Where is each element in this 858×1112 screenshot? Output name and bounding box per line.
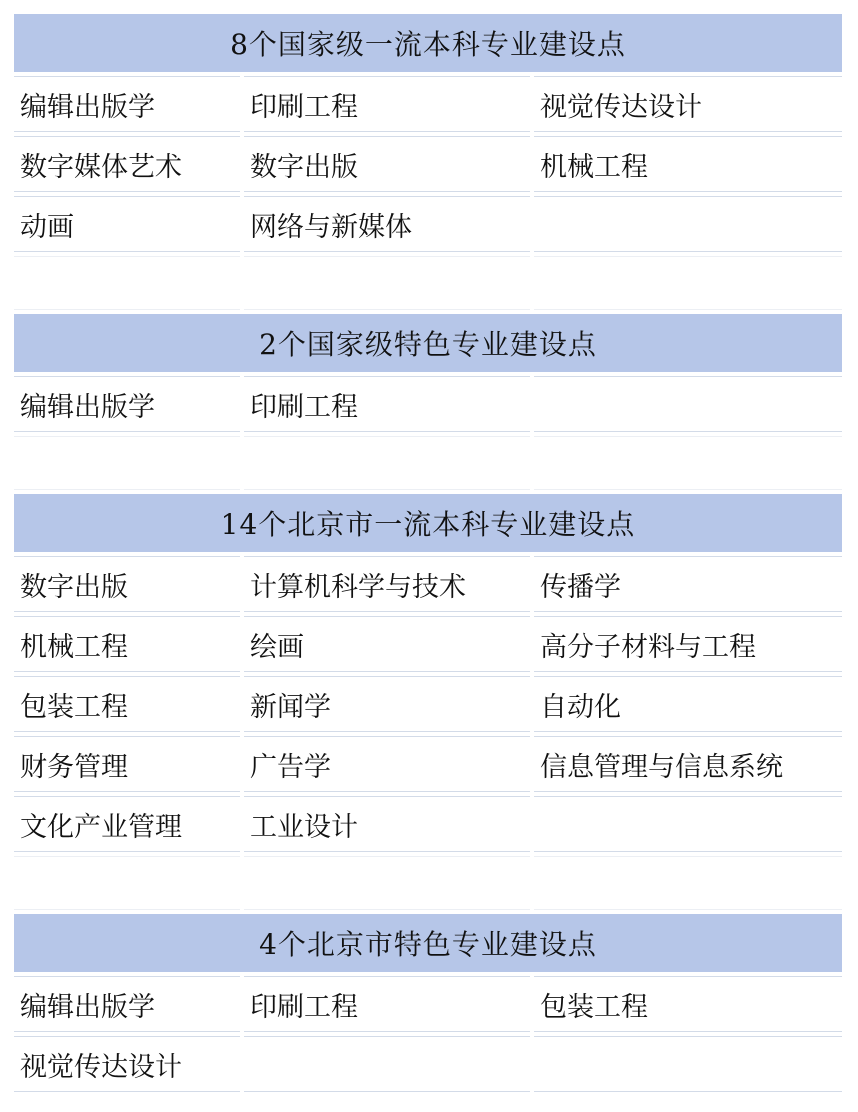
- table-row: [14, 736, 842, 792]
- table-cell: 动画: [14, 196, 240, 252]
- table-cell: 传播学: [534, 556, 842, 612]
- table-cell: 视觉传达设计: [534, 76, 842, 132]
- empty-cell: [534, 856, 842, 910]
- table-cell: 印刷工程: [244, 376, 530, 432]
- majors-table: [14, 14, 842, 1096]
- table-cell: [244, 1036, 530, 1092]
- table-cell: 编辑出版学: [14, 376, 240, 432]
- section-header: 8个国家级一流本科专业建设点: [14, 14, 842, 72]
- table-cell: 高分子材料与工程: [534, 616, 842, 672]
- table-cell: [534, 1036, 842, 1092]
- table-cell: 视觉传达设计: [14, 1036, 240, 1092]
- section-header: 4个北京市特色专业建设点: [14, 914, 842, 972]
- table-row: [14, 196, 842, 252]
- table-cell: 数字出版: [244, 136, 530, 192]
- empty-cell: [14, 856, 240, 910]
- empty-cell: [534, 256, 842, 310]
- spacer-row: [14, 436, 842, 490]
- table-cell: [534, 796, 842, 852]
- empty-cell: [244, 856, 530, 910]
- table-cell: 自动化: [534, 676, 842, 732]
- table-cell: 广告学: [244, 736, 530, 792]
- section-beijing-characteristic: [14, 914, 842, 1092]
- table-cell: 信息管理与信息系统: [534, 736, 842, 792]
- table-cell: 计算机科学与技术: [244, 556, 530, 612]
- table-row: [14, 76, 842, 132]
- empty-cell: [14, 436, 240, 490]
- table-cell: 工业设计: [244, 796, 530, 852]
- table-cell: 数字媒体艺术: [14, 136, 240, 192]
- table-row: [14, 136, 842, 192]
- table-cell: 编辑出版学: [14, 76, 240, 132]
- table-cell: [534, 376, 842, 432]
- empty-cell: [534, 436, 842, 490]
- table-row: [14, 796, 842, 852]
- section-header: 14个北京市一流本科专业建设点: [14, 494, 842, 552]
- table-row: [14, 556, 842, 612]
- table-cell: 绘画: [244, 616, 530, 672]
- table-row: [14, 976, 842, 1032]
- table-cell: 数字出版: [14, 556, 240, 612]
- section-beijing-first-class: [14, 494, 842, 852]
- table-row: [14, 616, 842, 672]
- table-cell: 编辑出版学: [14, 976, 240, 1032]
- table-cell: 财务管理: [14, 736, 240, 792]
- empty-cell: [244, 256, 530, 310]
- table-cell: 文化产业管理: [14, 796, 240, 852]
- table-cell: [534, 196, 842, 252]
- empty-cell: [244, 436, 530, 490]
- section-header: 2个国家级特色专业建设点: [14, 314, 842, 372]
- table-cell: 印刷工程: [244, 976, 530, 1032]
- table-row: [14, 376, 842, 432]
- empty-cell: [14, 256, 240, 310]
- table-cell: 网络与新媒体: [244, 196, 530, 252]
- table-cell: 包装工程: [534, 976, 842, 1032]
- table-cell: 机械工程: [534, 136, 842, 192]
- table-cell: 包装工程: [14, 676, 240, 732]
- table-row: [14, 676, 842, 732]
- section-national-first-class: [14, 14, 842, 252]
- spacer-row: [14, 856, 842, 910]
- table-cell: 机械工程: [14, 616, 240, 672]
- table-row: [14, 1036, 842, 1092]
- section-national-characteristic: [14, 314, 842, 432]
- table-cell: 印刷工程: [244, 76, 530, 132]
- spacer-row: [14, 256, 842, 310]
- table-cell: 新闻学: [244, 676, 530, 732]
